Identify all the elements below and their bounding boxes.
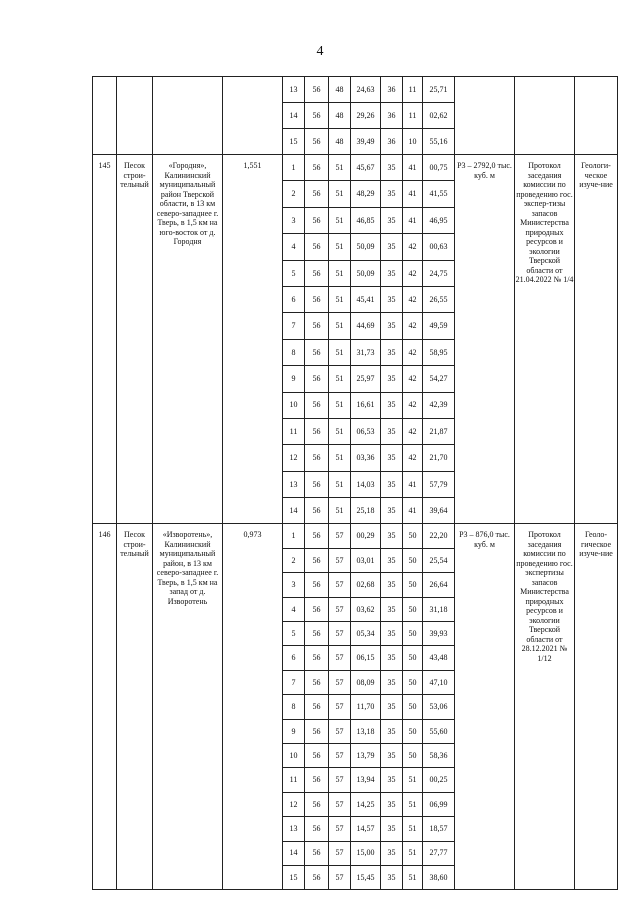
coordinate-cell: 13 xyxy=(283,817,305,841)
coordinate-cell: 06,15 xyxy=(351,646,381,670)
coordinate-cell: 47,10 xyxy=(423,670,455,694)
coordinate-cell: 45,41 xyxy=(351,286,381,312)
coordinate-cell: 36 xyxy=(381,129,403,155)
coordinate-cell: 15,00 xyxy=(351,841,381,865)
coordinate-cell: 21,70 xyxy=(423,445,455,471)
coordinate-cell: 35 xyxy=(381,670,403,694)
coordinate-cell: 3 xyxy=(283,573,305,597)
coordinate-cell: 56 xyxy=(305,129,329,155)
coordinate-cell: 56 xyxy=(305,524,329,548)
object-number-cell: 145 xyxy=(93,155,117,524)
coordinate-cell: 11,70 xyxy=(351,695,381,719)
coordinate-cell: 15,45 xyxy=(351,865,381,889)
coordinate-cell: 35 xyxy=(381,524,403,548)
coordinate-cell: 6 xyxy=(283,646,305,670)
coordinate-cell: 8 xyxy=(283,695,305,719)
coordinate-cell: 8 xyxy=(283,339,305,365)
coordinate-cell: 45,67 xyxy=(351,155,381,181)
coordinate-cell: 41 xyxy=(403,498,423,524)
coordinate-cell: 35 xyxy=(381,768,403,792)
coordinate-cell: 51 xyxy=(329,498,351,524)
coordinate-cell: 39,64 xyxy=(423,498,455,524)
coordinate-cell: 9 xyxy=(283,719,305,743)
coordinate-cell: 12 xyxy=(283,445,305,471)
coordinate-cell: 44,69 xyxy=(351,313,381,339)
coordinate-cell: 41 xyxy=(403,181,423,207)
protocol-cell: Протокол заседания комиссии по проведению гос. экспер-тизы запасов Министерства природных ресурсов и экологии Тверской области от 21.04.2022 № 1/4 xyxy=(515,155,575,524)
reserves-cell xyxy=(455,77,515,155)
coordinate-cell: 35 xyxy=(381,418,403,444)
coordinate-cell: 35 xyxy=(381,498,403,524)
coordinate-cell: 56 xyxy=(305,865,329,889)
protocol-cell: Протокол заседания комиссии по проведению гос. экспертизы запасов Министерства природных ресурсов и экологии Тверской области от 28.12.2021 № 1/12 xyxy=(515,524,575,890)
coordinate-cell: 56 xyxy=(305,471,329,497)
area-cell: 0,973 xyxy=(223,524,283,890)
coordinate-cell: 03,01 xyxy=(351,548,381,572)
coordinate-cell: 35 xyxy=(381,841,403,865)
object-number-cell xyxy=(93,77,117,155)
coordinate-cell: 35 xyxy=(381,597,403,621)
mineral-cell: Песок строи-тельный xyxy=(117,155,153,524)
coordinate-cell: 50 xyxy=(403,695,423,719)
coordinate-cell: 35 xyxy=(381,155,403,181)
coordinate-cell: 56 xyxy=(305,548,329,572)
coordinate-cell: 35 xyxy=(381,366,403,392)
coordinate-cell: 42 xyxy=(403,445,423,471)
coordinate-cell: 55,60 xyxy=(423,719,455,743)
coordinate-cell: 50 xyxy=(403,597,423,621)
coordinate-cell: 25,97 xyxy=(351,366,381,392)
coordinate-cell: 51 xyxy=(403,792,423,816)
coordinate-cell: 11 xyxy=(283,768,305,792)
coordinate-cell: 35 xyxy=(381,865,403,889)
coordinate-cell: 39,93 xyxy=(423,622,455,646)
table-row xyxy=(93,77,618,103)
coordinate-cell: 35 xyxy=(381,286,403,312)
coordinate-cell: 50 xyxy=(403,524,423,548)
coordinate-cell: 14,57 xyxy=(351,817,381,841)
coordinate-cell: 7 xyxy=(283,670,305,694)
object-number-cell: 146 xyxy=(93,524,117,890)
coordinate-cell: 58,36 xyxy=(423,743,455,767)
coordinate-cell: 57 xyxy=(329,841,351,865)
coordinate-cell: 56 xyxy=(305,498,329,524)
coordinate-cell: 00,75 xyxy=(423,155,455,181)
coordinate-cell: 22,20 xyxy=(423,524,455,548)
coordinate-cell: 57 xyxy=(329,524,351,548)
table-body xyxy=(93,77,618,890)
coordinate-cell: 18,57 xyxy=(423,817,455,841)
coordinate-cell: 56 xyxy=(305,670,329,694)
coordinate-cell: 41 xyxy=(403,207,423,233)
coordinate-cell: 56 xyxy=(305,418,329,444)
coordinate-cell: 50 xyxy=(403,646,423,670)
coordinate-cell: 31,73 xyxy=(351,339,381,365)
coordinate-cell: 14 xyxy=(283,841,305,865)
coordinate-cell: 05,34 xyxy=(351,622,381,646)
coordinate-cell: 51 xyxy=(403,768,423,792)
coordinate-cell: 51 xyxy=(329,260,351,286)
coordinate-cell: 4 xyxy=(283,234,305,260)
coordinate-cell: 35 xyxy=(381,339,403,365)
coordinate-cell: 49,59 xyxy=(423,313,455,339)
coordinate-cell: 35 xyxy=(381,573,403,597)
coordinate-cell: 58,95 xyxy=(423,339,455,365)
coordinate-cell: 35 xyxy=(381,792,403,816)
coordinate-cell: 36 xyxy=(381,77,403,103)
coordinate-cell: 00,25 xyxy=(423,768,455,792)
coordinate-cell: 48 xyxy=(329,103,351,129)
page-number: 4 xyxy=(316,44,324,59)
coordinate-cell: 57 xyxy=(329,743,351,767)
coordinate-cell: 56 xyxy=(305,573,329,597)
coordinate-cell: 31,18 xyxy=(423,597,455,621)
coordinate-cell: 14,03 xyxy=(351,471,381,497)
location-cell xyxy=(153,77,223,155)
coordinate-cell: 06,53 xyxy=(351,418,381,444)
coordinate-cell: 03,36 xyxy=(351,445,381,471)
coordinate-cell: 50 xyxy=(403,548,423,572)
coordinate-cell: 14,25 xyxy=(351,792,381,816)
coordinate-cell: 11 xyxy=(283,418,305,444)
coordinate-cell: 14 xyxy=(283,498,305,524)
coordinate-cell: 42 xyxy=(403,418,423,444)
coordinate-cell: 51 xyxy=(329,181,351,207)
coordinate-cell: 56 xyxy=(305,768,329,792)
coordinate-cell: 13 xyxy=(283,77,305,103)
coordinate-cell: 7 xyxy=(283,313,305,339)
coordinate-cell: 35 xyxy=(381,695,403,719)
coordinate-cell: 56 xyxy=(305,313,329,339)
coordinate-cell: 56 xyxy=(305,743,329,767)
coordinate-cell: 50,09 xyxy=(351,234,381,260)
coordinate-cell: 56 xyxy=(305,234,329,260)
coordinate-cell: 24,63 xyxy=(351,77,381,103)
coordinate-cell: 51 xyxy=(329,155,351,181)
coordinate-cell: 42 xyxy=(403,234,423,260)
coordinate-cell: 35 xyxy=(381,548,403,572)
coordinate-cell: 4 xyxy=(283,597,305,621)
coordinate-cell: 21,87 xyxy=(423,418,455,444)
coordinate-cell: 57 xyxy=(329,817,351,841)
coordinate-cell: 10 xyxy=(283,392,305,418)
coordinate-cell: 24,75 xyxy=(423,260,455,286)
coordinate-cell: 57 xyxy=(329,622,351,646)
coordinate-cell: 3 xyxy=(283,207,305,233)
coordinate-cell: 03,62 xyxy=(351,597,381,621)
coordinate-cell: 57 xyxy=(329,548,351,572)
coordinate-cell: 56 xyxy=(305,181,329,207)
coordinate-cell: 38,60 xyxy=(423,865,455,889)
coordinate-cell: 51 xyxy=(403,817,423,841)
coordinate-cell: 35 xyxy=(381,445,403,471)
coordinate-cell: 35 xyxy=(381,471,403,497)
location-cell: «Городня», Калининский муниципальный район Тверской области, в 13 км северо-западнее г. Тверь, в 1,5 км на юго-восток от д. Городня xyxy=(153,155,223,524)
coordinate-cell: 50 xyxy=(403,622,423,646)
coordinate-cell: 08,09 xyxy=(351,670,381,694)
coordinate-cell: 15 xyxy=(283,865,305,889)
coordinate-cell: 11 xyxy=(403,103,423,129)
coordinate-cell: 51 xyxy=(403,865,423,889)
coordinate-cell: 51 xyxy=(329,392,351,418)
coordinate-cell: 25,71 xyxy=(423,77,455,103)
coordinate-cell: 48,29 xyxy=(351,181,381,207)
coordinate-cell: 57 xyxy=(329,768,351,792)
coordinate-cell: 35 xyxy=(381,622,403,646)
coordinate-cell: 56 xyxy=(305,260,329,286)
coordinate-cell: 48 xyxy=(329,129,351,155)
coordinate-cell: 1 xyxy=(283,524,305,548)
coordinate-cell: 35 xyxy=(381,313,403,339)
coordinate-cell: 50 xyxy=(403,743,423,767)
area-cell: 1,551 xyxy=(223,155,283,524)
coordinate-cell: 42,39 xyxy=(423,392,455,418)
coordinate-cell: 26,55 xyxy=(423,286,455,312)
coordinate-cell: 42 xyxy=(403,286,423,312)
coordinate-cell: 51 xyxy=(329,471,351,497)
coordinate-cell: 56 xyxy=(305,366,329,392)
coordinate-cell: 41 xyxy=(403,155,423,181)
coordinate-cell: 1 xyxy=(283,155,305,181)
coordinate-cell: 02,68 xyxy=(351,573,381,597)
coordinate-cell: 50,09 xyxy=(351,260,381,286)
coordinate-cell: 51 xyxy=(403,841,423,865)
coordinate-cell: 57 xyxy=(329,646,351,670)
coordinate-cell: 27,77 xyxy=(423,841,455,865)
coordinate-cell: 56 xyxy=(305,841,329,865)
coordinate-cell: 35 xyxy=(381,719,403,743)
coordinate-cell: 36 xyxy=(381,103,403,129)
coordinate-cell: 56 xyxy=(305,155,329,181)
coordinate-cell: 15 xyxy=(283,129,305,155)
location-cell: «Изворотень», Калининский муниципальный район, в 13 км северо-западнее г. Тверь, в 1,5 км на запад от д. Изворотень xyxy=(153,524,223,890)
coordinate-cell: 13,79 xyxy=(351,743,381,767)
coordinate-cell: 35 xyxy=(381,207,403,233)
coordinate-cell: 56 xyxy=(305,445,329,471)
coordinate-cell: 56 xyxy=(305,622,329,646)
coordinate-cell: 13,94 xyxy=(351,768,381,792)
coordinate-cell: 13 xyxy=(283,471,305,497)
coordinate-cell: 56 xyxy=(305,597,329,621)
coordinate-cell: 51 xyxy=(329,313,351,339)
coordinate-cell: 51 xyxy=(329,445,351,471)
reserves-cell: Р3 – 2792,0 тыс. куб. м xyxy=(455,155,515,524)
coordinate-cell: 06,99 xyxy=(423,792,455,816)
coordinate-cell: 42 xyxy=(403,313,423,339)
coordinate-cell: 56 xyxy=(305,817,329,841)
coordinate-cell: 56 xyxy=(305,207,329,233)
coordinate-cell: 56 xyxy=(305,695,329,719)
coordinate-cell: 35 xyxy=(381,234,403,260)
coordinate-cell: 2 xyxy=(283,548,305,572)
coordinate-cell: 12 xyxy=(283,792,305,816)
coordinate-cell: 10 xyxy=(283,743,305,767)
coordinate-cell: 51 xyxy=(329,418,351,444)
purpose-cell xyxy=(575,77,618,155)
coordinate-cell: 54,27 xyxy=(423,366,455,392)
coordinate-cell: 56 xyxy=(305,77,329,103)
coordinate-cell: 25,18 xyxy=(351,498,381,524)
mineral-cell xyxy=(117,77,153,155)
coordinate-cell: 43,48 xyxy=(423,646,455,670)
coordinate-cell: 51 xyxy=(329,286,351,312)
coordinate-cell: 5 xyxy=(283,260,305,286)
reserves-cell: Р3 – 876,0 тыс. куб. м xyxy=(455,524,515,890)
coordinate-cell: 14 xyxy=(283,103,305,129)
coordinate-cell: 56 xyxy=(305,719,329,743)
coordinate-cell: 57 xyxy=(329,719,351,743)
coordinate-cell: 35 xyxy=(381,392,403,418)
coordinate-cell: 29,26 xyxy=(351,103,381,129)
coordinate-cell: 46,85 xyxy=(351,207,381,233)
area-cell xyxy=(223,77,283,155)
coordinate-cell: 35 xyxy=(381,817,403,841)
purpose-cell: Геоло-гическое изуче-ние xyxy=(575,524,618,890)
coordinate-cell: 57 xyxy=(329,670,351,694)
coordinate-cell: 57 xyxy=(329,792,351,816)
coordinate-cell: 42 xyxy=(403,260,423,286)
coordinate-cell: 2 xyxy=(283,181,305,207)
coordinate-cell: 56 xyxy=(305,339,329,365)
coordinate-cell: 57 xyxy=(329,597,351,621)
coordinate-cell: 11 xyxy=(403,77,423,103)
coordinate-cell: 46,95 xyxy=(423,207,455,233)
deposits-table xyxy=(92,76,618,890)
coordinate-cell: 42 xyxy=(403,366,423,392)
coordinate-cell: 48 xyxy=(329,77,351,103)
protocol-cell xyxy=(515,77,575,155)
coordinate-cell: 57 xyxy=(329,865,351,889)
coordinate-cell: 35 xyxy=(381,181,403,207)
coordinate-cell: 10 xyxy=(403,129,423,155)
coordinate-cell: 56 xyxy=(305,392,329,418)
coordinate-cell: 41,55 xyxy=(423,181,455,207)
coordinate-cell: 56 xyxy=(305,792,329,816)
coordinate-cell: 56 xyxy=(305,646,329,670)
coordinate-cell: 50 xyxy=(403,670,423,694)
coordinate-cell: 42 xyxy=(403,339,423,365)
coordinate-cell: 55,16 xyxy=(423,129,455,155)
coordinate-cell: 41 xyxy=(403,471,423,497)
mineral-cell: Песок строи-тельный xyxy=(117,524,153,890)
coordinate-cell: 35 xyxy=(381,646,403,670)
coordinate-cell: 51 xyxy=(329,207,351,233)
coordinate-cell: 50 xyxy=(403,573,423,597)
coordinate-cell: 00,63 xyxy=(423,234,455,260)
coordinate-cell: 5 xyxy=(283,622,305,646)
coordinate-cell: 57 xyxy=(329,573,351,597)
coordinate-cell: 51 xyxy=(329,234,351,260)
coordinate-cell: 02,62 xyxy=(423,103,455,129)
table-row xyxy=(93,524,618,548)
coordinate-cell: 56 xyxy=(305,103,329,129)
coordinate-cell: 13,18 xyxy=(351,719,381,743)
table-row xyxy=(93,155,618,181)
coordinate-cell: 6 xyxy=(283,286,305,312)
coordinate-cell: 42 xyxy=(403,392,423,418)
purpose-cell: Геологи-ческое изуче-ние xyxy=(575,155,618,524)
coordinate-cell: 51 xyxy=(329,339,351,365)
coordinate-cell: 51 xyxy=(329,366,351,392)
coordinate-cell: 35 xyxy=(381,743,403,767)
coordinate-cell: 16,61 xyxy=(351,392,381,418)
coordinate-cell: 53,06 xyxy=(423,695,455,719)
coordinate-cell: 56 xyxy=(305,286,329,312)
coordinate-cell: 35 xyxy=(381,260,403,286)
coordinate-cell: 57,79 xyxy=(423,471,455,497)
coordinate-cell: 00,29 xyxy=(351,524,381,548)
coordinate-cell: 50 xyxy=(403,719,423,743)
coordinate-cell: 9 xyxy=(283,366,305,392)
coordinate-cell: 39,49 xyxy=(351,129,381,155)
coordinate-cell: 57 xyxy=(329,695,351,719)
coordinate-cell: 25,54 xyxy=(423,548,455,572)
coordinate-cell: 26,64 xyxy=(423,573,455,597)
